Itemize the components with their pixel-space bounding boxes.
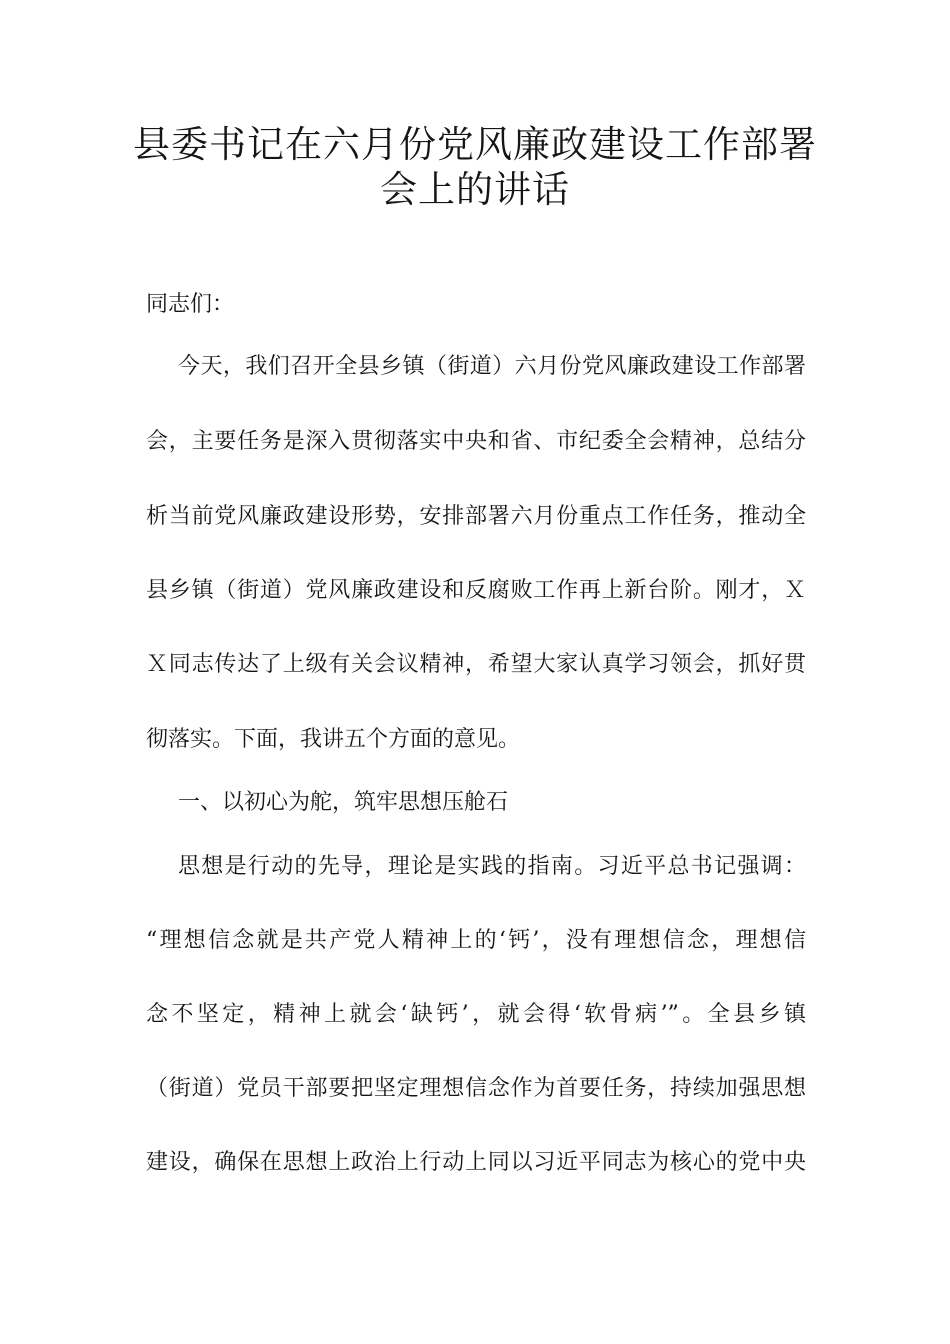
paragraph-line: 念不坚定，精神上就会‘缺钙’，就会得‘软骨病’”。全县乡镇 (146, 1002, 806, 1027)
salutation: 同志们： (146, 292, 235, 317)
document-title-line-2: 会上的讲话 (380, 168, 570, 211)
paragraph-line: 会，主要任务是深入贯彻落实中央和省、市纪委全会精神，总结分 (146, 429, 806, 454)
paragraph-line: （街道）党员干部要把坚定理想信念作为首要任务，持续加强思想 (146, 1076, 806, 1101)
paragraph-line: 县乡镇（街道）党风廉政建设和反腐败工作再上新台阶。刚才，Ｘ (146, 578, 806, 603)
paragraph-line: 析当前党风廉政建设形势，安排部署六月份重点工作任务，推动全 (146, 504, 806, 529)
section-heading: 一、以初心为舵，筑牢思想压舱石 (178, 790, 509, 815)
paragraph-line: 思想是行动的先导，理论是实践的指南。习近平总书记强调： (178, 854, 806, 879)
paragraph-line: 建设，确保在思想上政治上行动上同以习近平同志为核心的党中央 (146, 1150, 806, 1175)
document-title-line-1: 县委书记在六月份党风廉政建设工作部署 (133, 123, 817, 166)
paragraph-line: 今天，我们召开全县乡镇（街道）六月份党风廉政建设工作部署 (178, 354, 806, 379)
paragraph-line: 彻落实。下面，我讲五个方面的意见。 (146, 727, 521, 752)
paragraph-line: Ｘ同志传达了上级有关会议精神，希望大家认真学习领会，抓好贯 (146, 652, 806, 677)
paragraph-line: “理想信念就是共产党人精神上的‘钙’，没有理想信念，理想信 (146, 928, 806, 953)
